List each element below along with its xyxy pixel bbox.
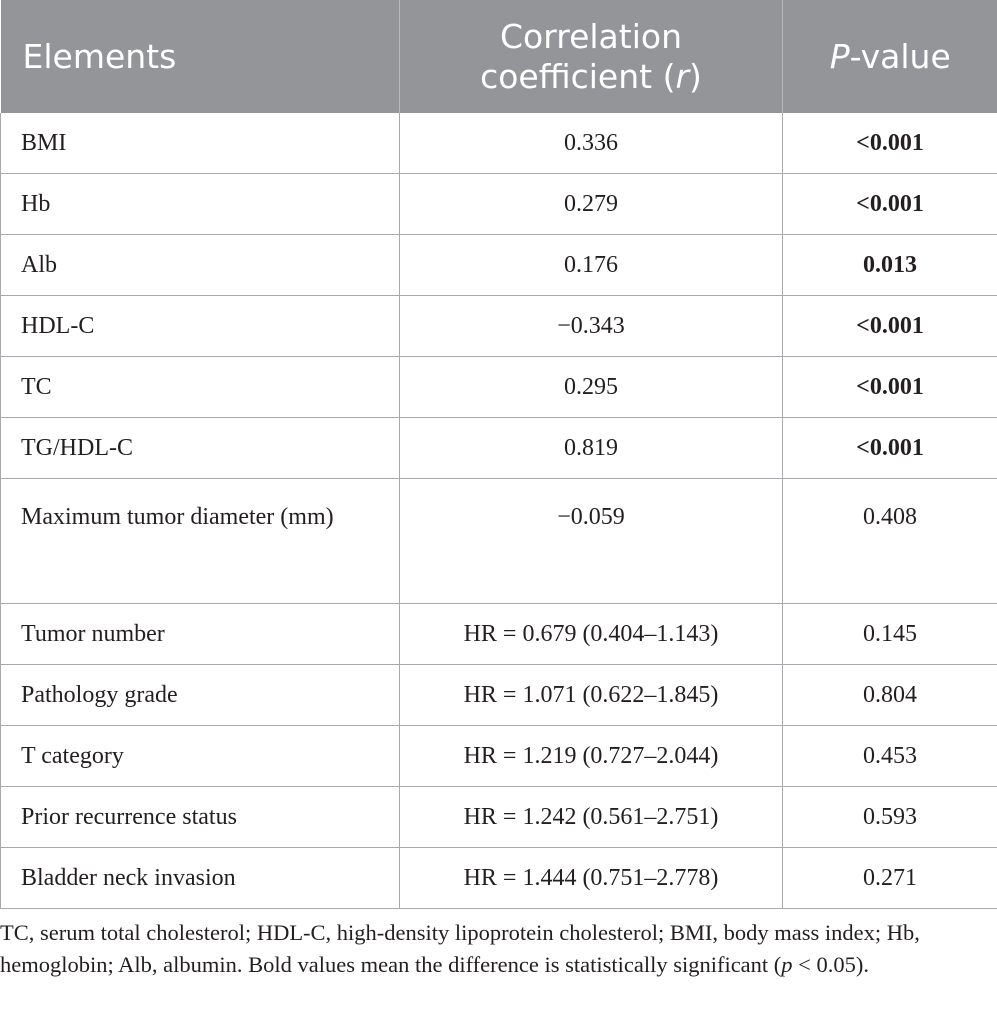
- cell-element: Prior recurrence status: [1, 787, 400, 848]
- table-row: [1, 604, 997, 665]
- table-body: [1, 113, 997, 909]
- cell-correlation-coefficient: 0.295: [400, 357, 783, 418]
- cell-element: Maximum tumor diameter (mm): [1, 479, 400, 604]
- cell-correlation-coefficient: HR = 0.679 (0.404–1.143): [400, 604, 783, 665]
- cell-element: BMI: [1, 113, 400, 174]
- cell-p-value: 0.593: [783, 787, 997, 848]
- cell-correlation-coefficient: −0.059: [400, 479, 783, 604]
- header-elements: Elements: [1, 0, 400, 113]
- cell-p-value: 0.408: [783, 479, 997, 604]
- table-row: [1, 296, 997, 357]
- cell-element: Tumor number: [1, 604, 400, 665]
- cell-p-value: <0.001: [783, 296, 997, 357]
- cell-correlation-coefficient: −0.343: [400, 296, 783, 357]
- cell-correlation-coefficient: HR = 1.219 (0.727–2.044): [400, 726, 783, 787]
- table-row: [1, 174, 997, 235]
- cell-p-value: <0.001: [783, 418, 997, 479]
- table-row: [1, 357, 997, 418]
- table-row: [1, 848, 997, 909]
- cell-correlation-coefficient: 0.279: [400, 174, 783, 235]
- cell-element: Alb: [1, 235, 400, 296]
- cell-correlation-coefficient: 0.176: [400, 235, 783, 296]
- cell-p-value: 0.145: [783, 604, 997, 665]
- table-header-row: [1, 0, 997, 113]
- table-row: [1, 726, 997, 787]
- table-row: [1, 113, 997, 174]
- cell-correlation-coefficient: HR = 1.242 (0.561–2.751): [400, 787, 783, 848]
- cell-p-value: 0.453: [783, 726, 997, 787]
- cell-element: HDL-C: [1, 296, 400, 357]
- cell-correlation-coefficient: HR = 1.071 (0.622–1.845): [400, 665, 783, 726]
- table-row: [1, 479, 997, 604]
- cell-element: Bladder neck invasion: [1, 848, 400, 909]
- cell-p-value: <0.001: [783, 113, 997, 174]
- table-footnote: TC, serum total cholesterol; HDL-C, high-density lipoprotein cholesterol; BMI, body mass index; Hb, hemoglobin; Alb, albumin. Bold values mean the difference is statistically significant (p < 0.05).: [0, 920, 920, 977]
- header-correlation-coefficient: Correlation coefficient (r): [400, 0, 783, 113]
- cell-p-value: 0.804: [783, 665, 997, 726]
- table-row: [1, 665, 997, 726]
- table-row: [1, 235, 997, 296]
- cell-p-value: 0.013: [783, 235, 997, 296]
- cell-correlation-coefficient: 0.336: [400, 113, 783, 174]
- cell-element: Hb: [1, 174, 400, 235]
- cell-p-value: 0.271: [783, 848, 997, 909]
- cell-element: TC: [1, 357, 400, 418]
- cell-p-value: <0.001: [783, 357, 997, 418]
- cell-element: Pathology grade: [1, 665, 400, 726]
- cell-element: T category: [1, 726, 400, 787]
- cell-element: TG/HDL-C: [1, 418, 400, 479]
- cell-correlation-coefficient: 0.819: [400, 418, 783, 479]
- table-row: [1, 418, 997, 479]
- cell-p-value: <0.001: [783, 174, 997, 235]
- header-p-value: P-value: [783, 0, 997, 113]
- table-row: [1, 787, 997, 848]
- cell-correlation-coefficient: HR = 1.444 (0.751–2.778): [400, 848, 783, 909]
